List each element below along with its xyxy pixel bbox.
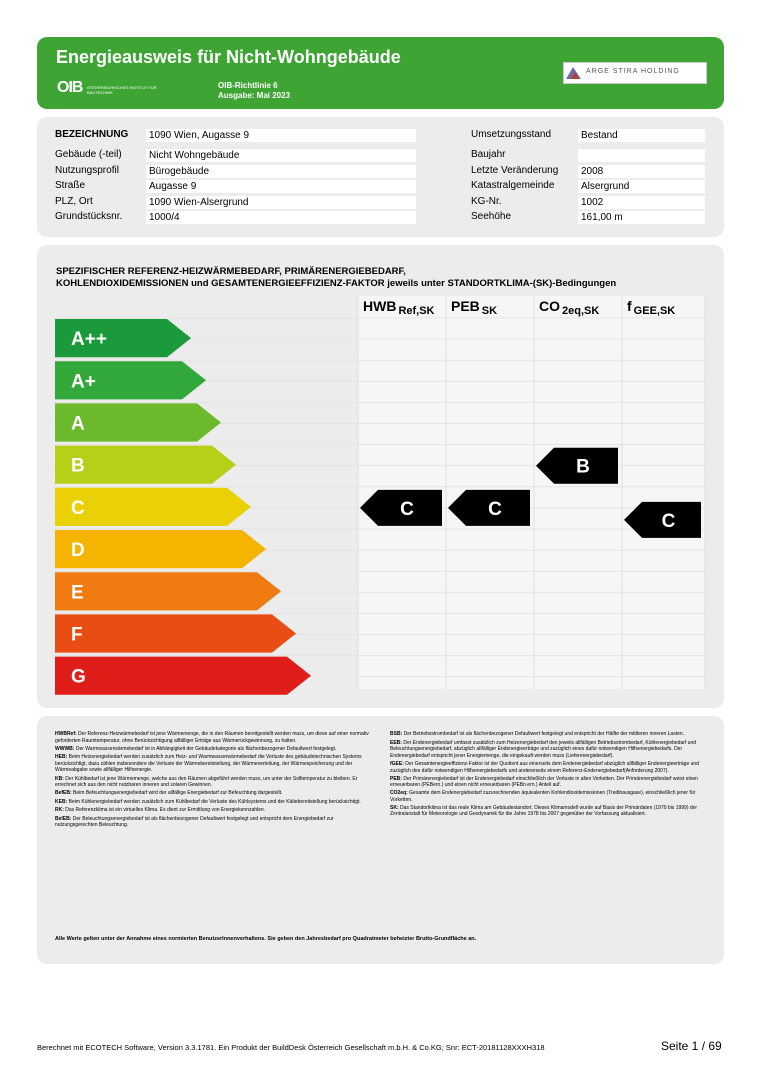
- rating-marker-label: C: [661, 510, 676, 532]
- rating-marker-label: B: [576, 456, 590, 478]
- legend-entry: PEB: Der Primärenergiebedarf ist der Endenergiebedarf einschließlich der Verluste in allen Vorketten. Der Primärenergiebedarf weist einen erneuerbaren (PEBern.) und einen nicht erneuerbaren (PEBn.ern.) Anteil auf.: [390, 775, 698, 788]
- info-label: PLZ, Ort: [55, 196, 93, 207]
- oib-logo: OIB ÖSTERREICHISCHES INSTITUT FÜR BAUTECHNIK: [57, 79, 157, 96]
- rating-marker-label: C: [400, 498, 414, 520]
- info-label: Katastralgemeinde: [471, 180, 555, 191]
- info-label: KG-Nr.: [471, 196, 502, 207]
- legend-entry: RK: Das Referenzklima ist ein virtuelles Klima. Es dient zur Ermittlung von Energiekennzahlen.: [55, 807, 266, 813]
- info-label: Gebäude (-teil): [55, 149, 122, 160]
- legend-entry: fGEE: Der Gesamtenergieeffizienz-Faktor ist der Quotient aus einerseits dem Endenergiebedarf abzüglich allfälliger Endenergieerträge und zuzüglich des dafür notwendigen Hilfsenergiebedarfs und andererseits einem Referenz-Endenergiebedarf(Anforderung 2007).: [390, 761, 699, 774]
- chart-column-header: f $_{GEE,SK}$: [627, 298, 676, 317]
- info-label: BEZEICHNUNG: [55, 129, 129, 140]
- legend-entry: KB: Der Kühlbedarf ist jene Wärmemenge, welche aus den Räumen abgeführt werden muss, um unter der Solltemperatur zu bleiben. Er errechnet sich aus den nicht nutzbaren inneren und solaren Gewinnen.: [55, 775, 358, 788]
- oib-richtlinie: [218, 81, 290, 101]
- info-label: Seehöhe: [471, 211, 512, 222]
- legend-entry: HWBRef: Der Referenz-Heizwärmebedarf ist jene Wärmemenge, die in den Räumen bereitgestellt werden muss, um diese auf einer normativ geforderten Raumtemperatur, ohne Berücksichtigung allfälliger Erträge aus Wärmerückgewinnung, zu halten.: [55, 731, 369, 744]
- energy-class-label: F: [71, 624, 83, 646]
- energy-class-arrow: [55, 572, 281, 610]
- info-value: Nicht Wohngebäude: [146, 149, 416, 162]
- energy-class-arrow: [55, 657, 311, 695]
- legend-entry: WWWB: Der Warmwasserwärmebedarf ist in Abhängigkeit der Gebäudekategorie als flächenbezogener Defaultwert festgelegt.: [55, 745, 337, 752]
- chart-column-bg: [534, 296, 622, 689]
- energy-class-arrow: [55, 530, 266, 568]
- info-value: 1002: [578, 196, 705, 209]
- info-value: Bestand: [578, 129, 705, 142]
- legend-note: Alle Werte gelten unter der Annahme eines normierten BenutzerInnenverhaltens. Sie geben den Jahresbedarf pro Quadratmeter beheizter Brutto-Grundfläche an.: [55, 936, 477, 942]
- info-value: 161,00 m: [578, 211, 705, 224]
- info-label: Umsetzungsstand: [471, 129, 552, 140]
- info-label: Straße: [55, 180, 86, 191]
- chart-heading-line1: SPEZIFISCHER REFERENZ-HEIZWÄRMEBEDARF, PRIMÄRENERGIEBEDARF,: [56, 266, 406, 277]
- page-title: Energieausweis für Nicht-Wohngebäude: [56, 47, 401, 67]
- info-value: 2008: [578, 165, 705, 178]
- legend-entry: KEB: Beim Kühlenergiebedarf werden zusätzlich zum Kühlbedarf die Verluste des Kühlsystems und der Kältebereitstellung berücksichtigt.: [55, 798, 361, 805]
- energy-class-chart: [37, 245, 724, 708]
- info-value: 1090 Wien-Alsergrund: [146, 196, 416, 209]
- info-value: Alsergrund: [578, 180, 705, 193]
- energy-class-label: C: [71, 497, 85, 519]
- energy-class-label: D: [71, 540, 85, 562]
- ausgabe-text: Ausgabe: Mai 2023: [218, 91, 291, 100]
- energy-class-label: E: [71, 582, 84, 604]
- chart-column-header: CO $_{2eq,SK}$: [539, 298, 600, 317]
- energy-class-label: A: [71, 413, 85, 435]
- brand-mark-icon: [566, 65, 581, 80]
- legend-entry: CO2eq: Gesamte dem Endenergiebedarf zuzurechnenden äquivalenten Kohlendioxidemissionen (Treibhausgase), einschließlich jener für Vorketten.: [390, 790, 696, 803]
- chart-column-header: PEB $_{SK}$: [451, 298, 498, 317]
- chart-column-header: HWB $_{Ref,SK}$: [363, 298, 435, 317]
- legend-entry: HEB: Beim Heizenergiebedarf werden zusätzlich zum Heiz- und Warmwasserwärmebedarf die Verluste des gebäudetechnischen Systems berücksichtigt, dazu zählen insbesondere die Verluste der Wärmebereitstellung, der Wärmeverteilung, der Wärmespeicherung und der Wärmeabgabe sowie allfälliger Hilfsenergie.: [55, 754, 362, 773]
- energy-class-arrow: [55, 614, 296, 652]
- info-value: 1090 Wien, Augasse 9: [146, 129, 416, 142]
- energy-class-label: A++: [71, 329, 107, 351]
- footer-software-text: Berechnet mit ECOTECH Software, Version 3.3.1781. Ein Produkt der BuildDesk Österreich Gesellschaft m.b.H. & Co.KG; Snr: ECT-20181128XXXH318: [37, 1043, 545, 1052]
- chart-column-bg: [622, 296, 705, 689]
- chart-heading-line2: KOHLENDIOXIDEMISSIONEN und GESAMTENERGIEEFFIZIENZ-FAKTOR jeweils unter STANDORTKLIMA-(SK)-Bedingungen: [56, 278, 617, 289]
- richtlinie-text: OIB-Richtlinie 6: [218, 81, 278, 90]
- info-label: Letzte Veränderung: [471, 165, 559, 176]
- legend-entry: BefEB: Beim Befeuchtungsenergiebedarf wird der allfällige Energiebedarf zur Befeuchtung dargestellt.: [55, 790, 283, 796]
- info-value: Bürogebäude: [146, 165, 416, 178]
- legend-entry: EEB: Der Endenergiebedarf umfasst zusätzlich zum Heizenergiebedarf den jeweils allfälligen Betriebsstrombedarf, Kühlenergiebedarf und Beleuchtungsenergiebedarf, abzüglich allfälliger Endenergieerträge und zuzüglich eines dafür notwendigen Hilfsenergiebedarfs. Der Endenergiebedarf entspricht jener Energiemenge, die eingekauft werden muss (Lieferenergiebedarf).: [390, 739, 697, 759]
- energy-class-label: A+: [71, 371, 96, 393]
- energy-class-label: G: [71, 666, 86, 688]
- legend-entry: SK: Das Standortklima ist das reale Klima am Gebäudestandort. Dieses Klimamodell wurde auf Basis der Primärdaten (1970 bis 1999) der Zentralanstalt für Meteorologie und Geodynamik für die Jahre 1978 bis 2007 gegenüber der Vorfassung aktualisiert.: [390, 804, 698, 817]
- brand-logo: ARGE STIRA HOLDING: [563, 62, 707, 84]
- page-number: Seite 1 / 69: [661, 1039, 722, 1053]
- info-value: Augasse 9: [146, 180, 416, 193]
- rating-marker-label: C: [488, 498, 502, 520]
- info-label: Grundstücksnr.: [55, 211, 123, 222]
- legend-entry: BelEB: Der Beleuchtungsenergiebedarf ist als flächenbezogener Defaultwert festgelegt und entspricht dem Energiebedarf zur nutzungsgerechten Beleuchtung.: [55, 815, 334, 828]
- info-label: Nutzungsprofil: [55, 165, 119, 176]
- energy-class-label: B: [71, 455, 85, 477]
- info-value: 1000/4: [146, 211, 416, 224]
- info-value: [578, 149, 705, 162]
- legend-entry: BSB: Der Betriebsstrombedarf ist als flächenbezogener Defaultwert festgelegt und entspricht der Hälfte der mittleren inneren Lasten.: [390, 731, 685, 737]
- info-label: Baujahr: [471, 149, 506, 160]
